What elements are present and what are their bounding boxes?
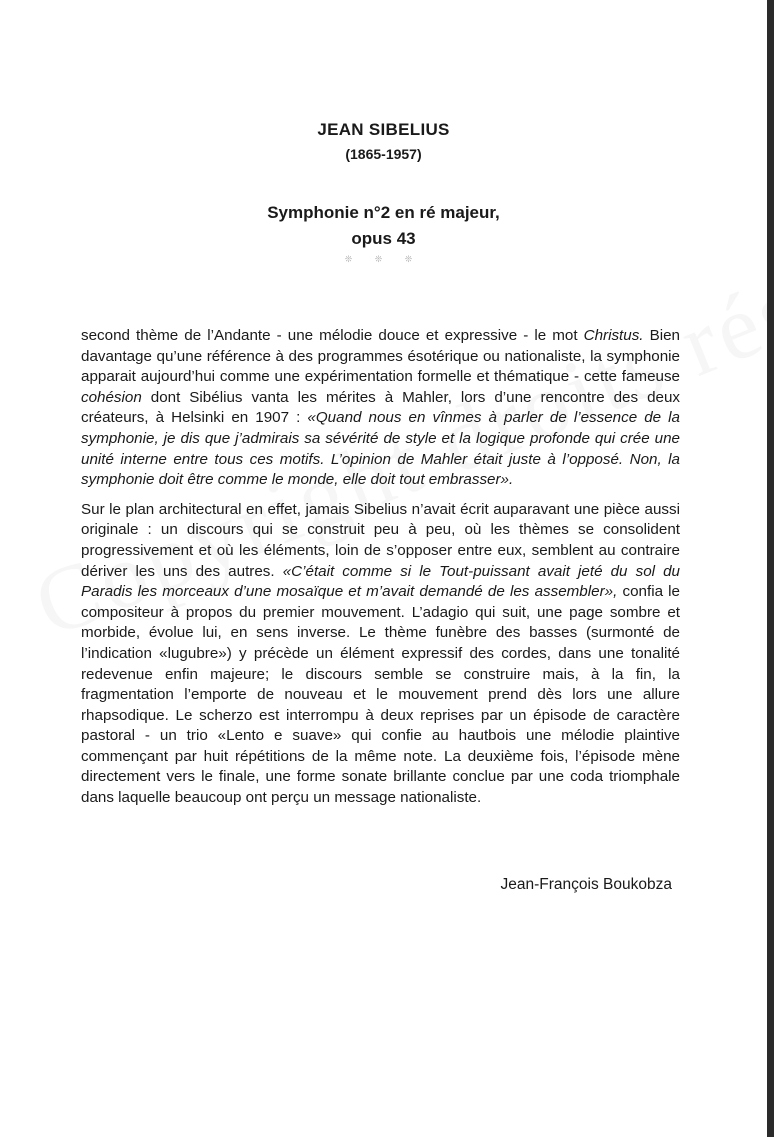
composer-name: JEAN SIBELIUS xyxy=(317,120,450,139)
article-body xyxy=(81,326,680,818)
p1-italic-quote: «Quand nous en vînmes à parler de l’essence de la symphonie, je dis que j’admirais sa sévérité de style et la logique profonde qui crée une unité interne entre tous ces motifs. L’opinion de Mahler était juste à l’opposé. Non, la symphonie doit être comme le monde, elle doit tout embrasser». xyxy=(81,409,680,489)
p2-text-2: confia le compositeur à propos du premier mouvement. L’adagio qui suit, une page sombre et morbide, évolue lui, en sens inverse. Le thème funèbre des basses (surmonté de l’indication «lugubre») y précède un élément expressif des cordes, dans une tonalité redevenue enfin majeure; le discours semble se construire mais, à la fin, la fragmentation l’emporte de nouveau et le mouvement prend dès lors une allure rhapsodique. Le scherzo est interrompu à deux reprises par un épisode de caractère pastoral - un trio «Lento e suave» qui confie au hautbois une mélodie plaintive commençant par huit répétitions de la même note. La deuxième fois, l’épisode mène directement vers le finale, une forme sonate brillante conclue par une coda triomphale dans laquelle beaucoup ont perçu un message nationaliste. xyxy=(81,583,681,807)
author-signature: Jean-François Boukobza xyxy=(500,876,672,893)
composer-dates: (1865-1957) xyxy=(345,146,422,162)
work-title: Symphonie n°2 en ré majeur, xyxy=(267,203,500,222)
p2-italic-quote: «C’était comme si le Tout-puissant avait jeté du sol du Paradis les morceaux d’une mosaïque et m’avait demandé de les assembler», xyxy=(81,562,680,601)
paragraph-2 xyxy=(81,500,680,809)
p1-text-2: Bien davantage qu’une référence à des programmes ésotérique ou nationaliste, la symphonie apparait aujourd’hui comme une expérimentation formelle et thématique - cette fameuse xyxy=(81,327,680,386)
work-opus: opus 43 xyxy=(351,229,416,248)
paragraph-1 xyxy=(81,326,680,491)
p1-text-1: second thème de l’Andante - une mélodie douce et expressive - le mot xyxy=(81,327,584,344)
ornament-divider: ❊ ❊ ❊ xyxy=(344,254,423,264)
p1-italic-cohesion: cohésion xyxy=(81,388,142,406)
p1-italic-christus: Christus. xyxy=(583,327,644,344)
p2-text-1: Sur le plan architectural en effet, jamais Sibelius n’avait écrit auparavant une pièce aussi originale : un discours qui se construit peu à peu, où les thèmes se consolident progressivement et où les éléments, loin de s’opposer entre eux, semblent au contraire dériver les uns des autres. xyxy=(81,500,680,580)
scan-edge xyxy=(767,0,774,1137)
p1-text-3: dont Sibélius vanta les mérites à Mahler, lors d’une rencontre des deux créateurs, à Helsinki en 1907 : xyxy=(81,388,680,427)
